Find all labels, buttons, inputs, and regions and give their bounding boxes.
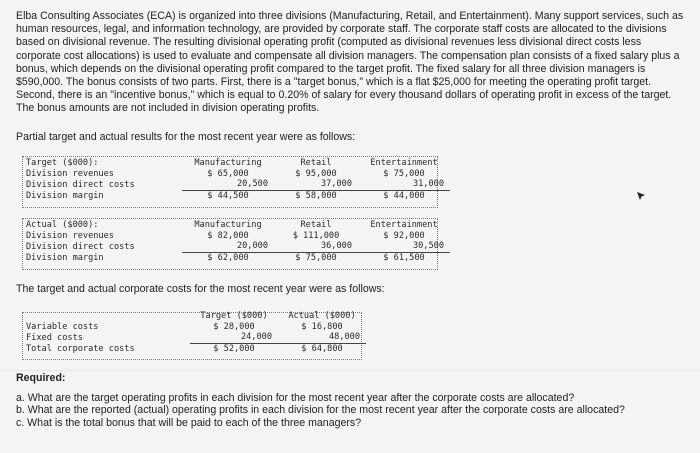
partial-results-text: Partial target and actual results for the most recent year were as follows:	[16, 131, 356, 143]
corporate-costs-text: The target and actual corporate costs for the most recent year were as follows:	[16, 283, 385, 295]
col-retail: Retail	[300, 158, 332, 168]
question-a: a. What are the target operating profits in each division for the most recent year after the corporate costs are allocated?	[16, 392, 575, 404]
col-actual: Actual ($000)	[288, 311, 356, 321]
table-row: Division direct costs 20,000 36,000 30,500	[26, 241, 450, 252]
col-entertainment: Entertainment	[370, 158, 438, 168]
target-header: Target ($000):	[26, 158, 99, 168]
table-row: Fixed costs 24,000 48,000	[26, 332, 366, 343]
table-row: Variable costs $ 28,000 $ 16,800	[26, 321, 343, 332]
mouse-cursor-icon	[636, 191, 646, 201]
question-b: b. What are the reported (actual) operating profits in each division for the most recent year after the corporate costs are allocated?	[16, 404, 625, 417]
col-target: Target ($000)	[200, 311, 268, 321]
question-c: c. What is the total bonus that will be paid to each of the three managers?	[16, 416, 362, 429]
table-row: Division revenues $ 65,000 $ 95,000 $ 75,000	[26, 168, 425, 179]
target-table	[26, 158, 450, 201]
required-label: Required:	[16, 372, 66, 384]
actual-table: Actual ($000): Manufacturing Retail Entertainment Division revenues $ 82,000 $ 111,000 $ 92,000 Division direct costs 20,000 36,000 30,500 Division margin $ 62,000 $ 75,000 $ 61,500	[26, 220, 450, 263]
intro-paragraph: Elba Consulting Associates (ECA) is organized into three divisions (Manufacturing, Retail, and Entertainment). Many support services, such as human resources, legal, and information technology, are provided by corporate staff. The corporate staff costs are allocated to the divisions based on divisional revenue. The resulting divisional operating profit (computed as divisional revenues less divisional direct costs less corporate cost allocations) is used to evaluate and compensate all division managers. The compensation plan consists of a fixed salary plus a bonus, which depends on the divisional operating profit compared to the target profit. The fixed salary for all three division managers is $590,000. The bonus consists of two parts. First, there is a "target bonus," which is a flat $25,000 for meeting the operating profit target. Second, there is an "incentive bonus," which is equal to 0.20% of salary for every thousand dollars of operating profit in excess of the target. The bonus amounts are not included in division operating profits.	[16, 10, 684, 115]
table-row: Division margin $ 44,500 $ 58,000 $ 44,000	[26, 190, 425, 201]
col-manufacturing: Manufacturing	[194, 158, 262, 168]
questions-list	[16, 392, 625, 429]
actual-header: Actual ($000):	[26, 220, 99, 230]
table-row: Division margin $ 62,000 $ 75,000 $ 61,500	[26, 252, 425, 263]
corporate-table	[26, 311, 366, 354]
table-row: Division direct costs 20,500 37,000 31,000	[26, 179, 450, 190]
divider	[0, 370, 700, 371]
table-row: Total corporate costs $ 52,000 $ 64,800	[26, 343, 343, 354]
table-row: Division revenues $ 82,000 $ 111,000 $ 92,000	[26, 230, 425, 241]
